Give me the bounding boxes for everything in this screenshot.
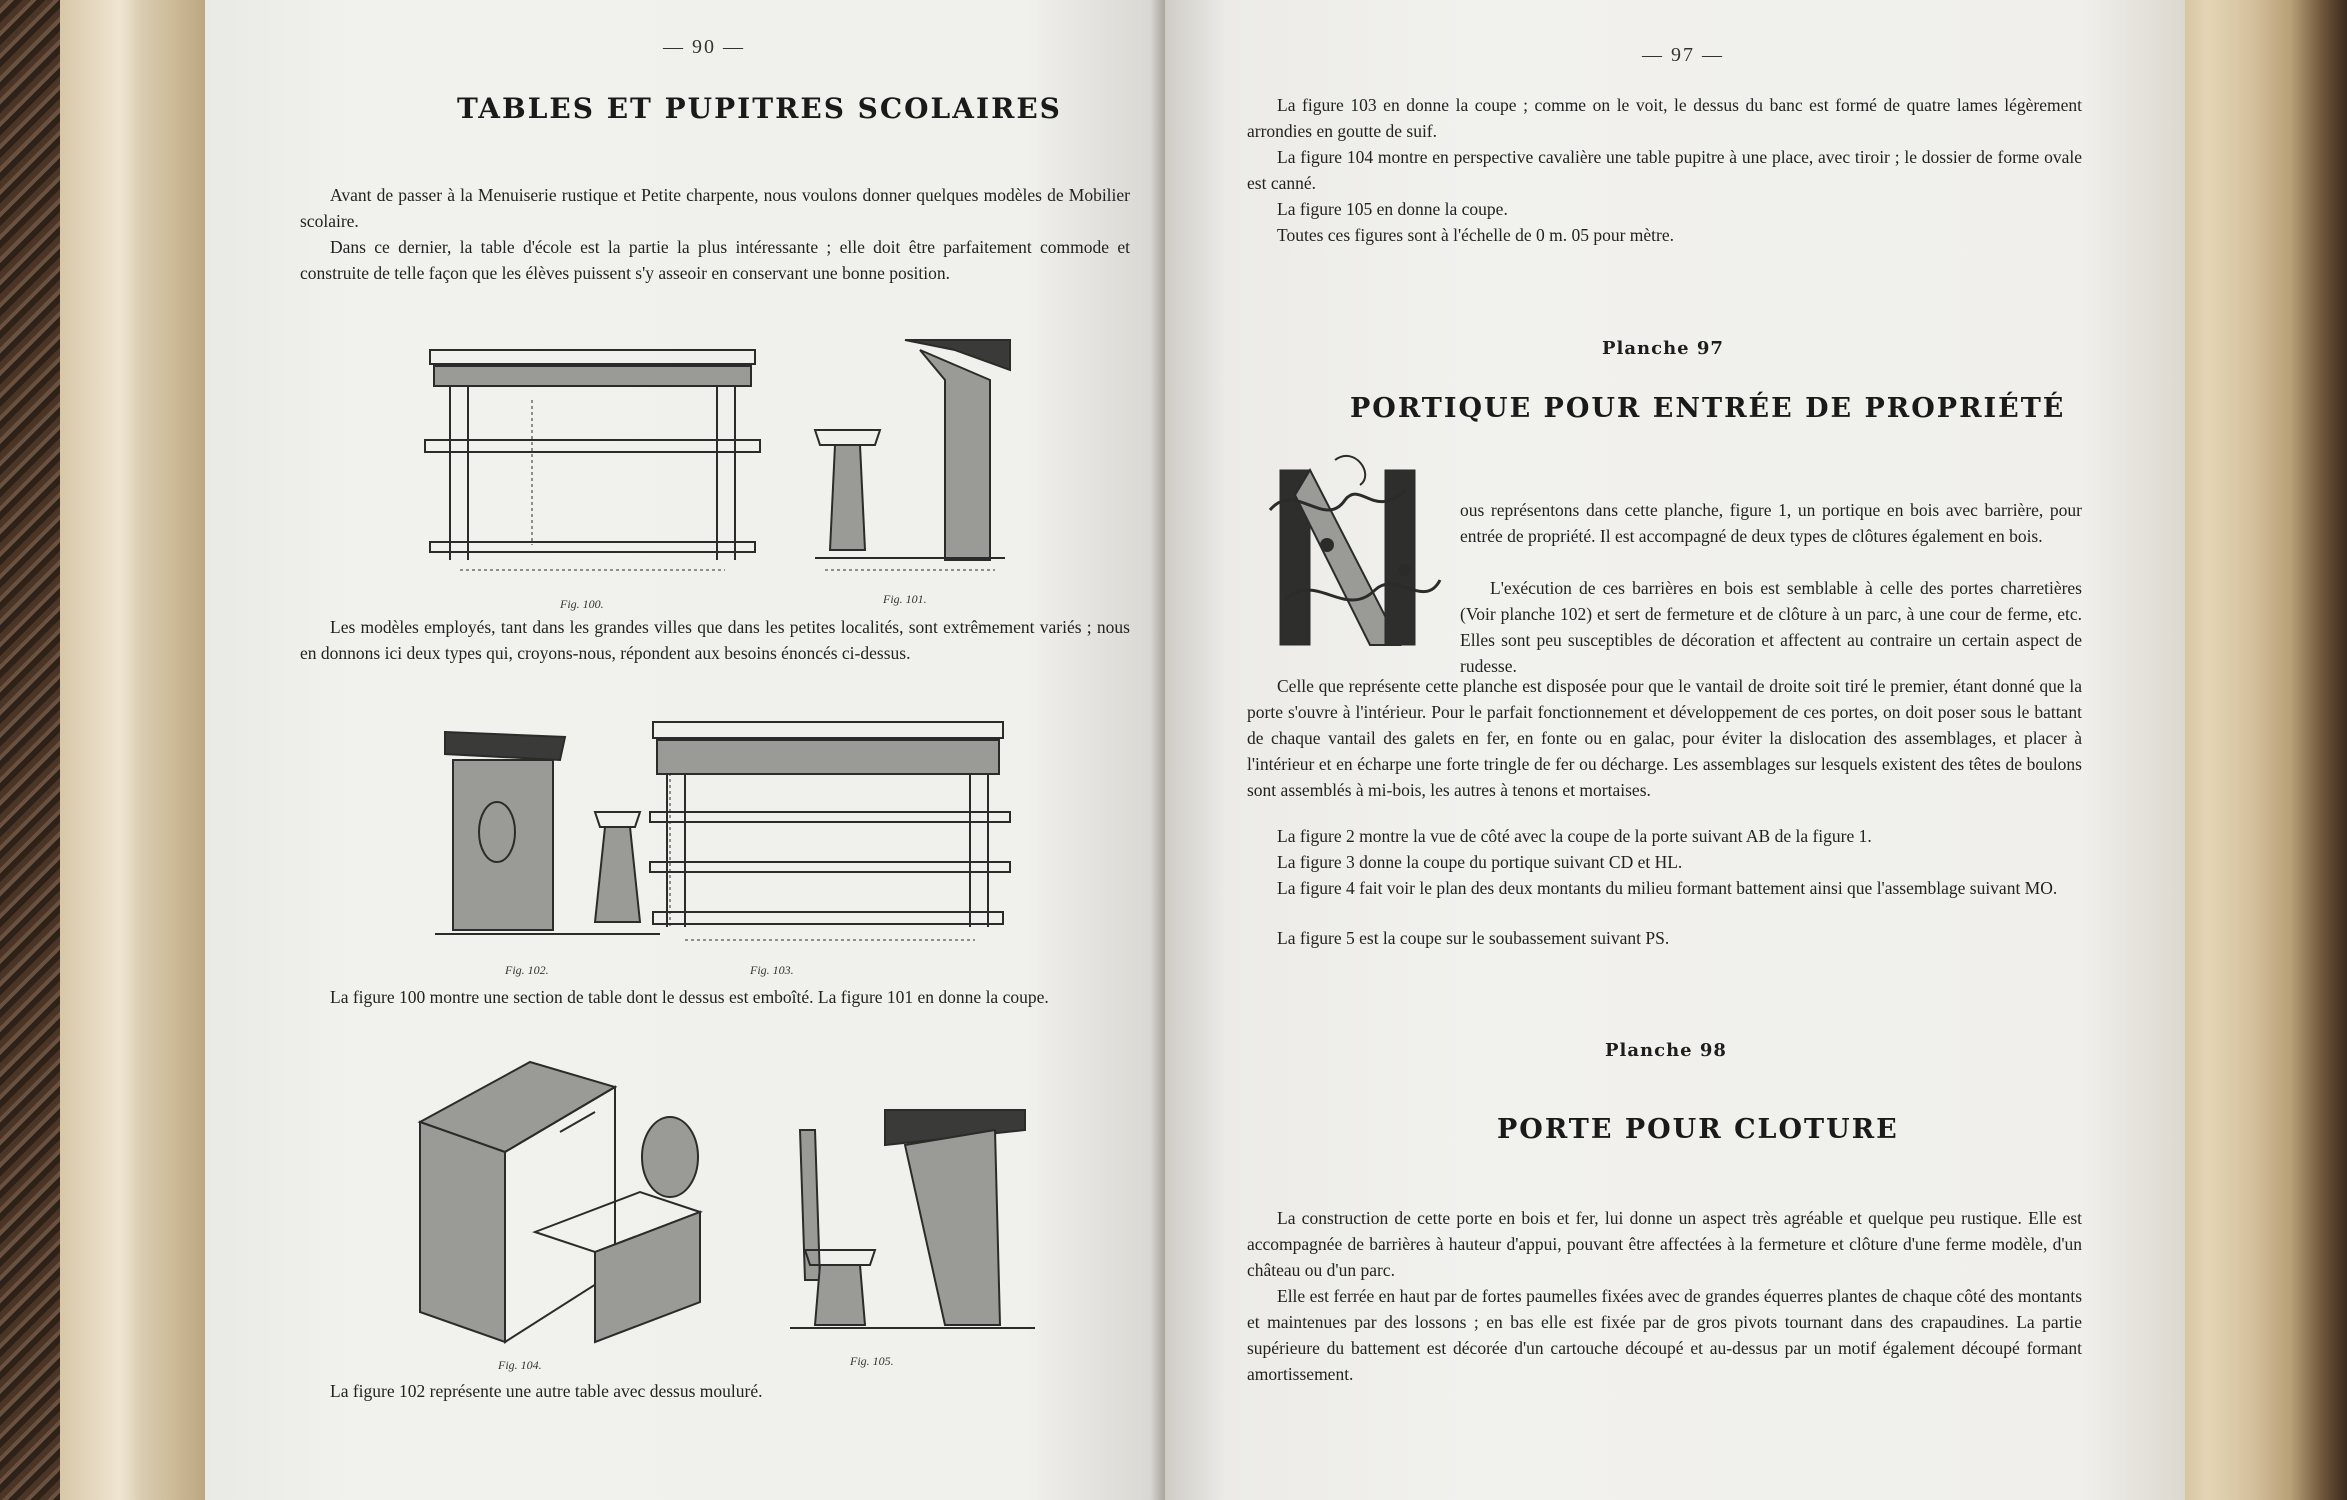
intro-paragraph-2: Dans ce dernier, la table d'école est la partie la plus intéressante ; elle doit être parfaitement commode et construite de telle façon que les élèves puissent s'y asseoir en conservant une bonne position. [300, 237, 1130, 283]
fig-102-caption: Fig. 102. [505, 963, 549, 977]
planche-98-title: PORTE POUR CLOTURE [1497, 1114, 1899, 1145]
fig-101-section [805, 320, 1030, 580]
page-number: — 90 — [663, 36, 745, 58]
top-paragraph-2: La figure 104 montre en perspective cavalière une table pupitre à une place, avec tiroir ; le dossier de forme ovale est canné. [1247, 147, 2082, 193]
page-edges-left [60, 0, 210, 1500]
planche-97-paragraph-7: La figure 5 est la coupe sur le soubassement suivant PS. [1277, 928, 1670, 948]
fig-105-section [785, 1100, 1040, 1340]
page-number: — 97 — [1642, 44, 1724, 66]
page-edges-right [2160, 0, 2347, 1500]
fig-100-paragraph: La figure 100 montre une section de table dont le dessus est emboîté. La figure 101 en donne la coupe. [330, 987, 1049, 1007]
fig-100-table-elevation [420, 330, 765, 585]
planche-97-paragraph-5: La figure 3 donne la coupe du portique suivant CD et HL. [1277, 852, 1683, 872]
fig-104-caption: Fig. 104. [498, 1358, 542, 1372]
intro-paragraph-1: Avant de passer à la Menuiserie rustique et Petite charpente, nous voulons donner quelques modèles de Mobilier scolaire. [300, 185, 1130, 231]
top-paragraph-3: La figure 105 en donne la coupe. [1277, 199, 1508, 219]
planche-98-label: Planche 98 [1605, 1040, 1727, 1061]
planche-97-paragraph-6: La figure 4 fait voir le plan des deux montants du milieu formant battement ainsi que l'assemblage suivant MO. [1277, 878, 2058, 898]
planche-98-paragraph-2: Elle est ferrée en haut par de fortes paumelles fixées avec de grandes équerres plantes de chaque côté des montants et maintenues par des lossons ; en bas elle est fixée par de gros pivots tournant dans des crapaudines. La partie supérieure du battement est décorée d'un cartouche découpé et au-dessus par un motif également découpé formant amortissement. [1247, 1286, 2082, 1384]
fig-103-desk-elevation [645, 712, 1015, 947]
planche-97-paragraph-4: La figure 2 montre la vue de côté avec la coupe de la porte suivant AB de la figure 1. [1277, 826, 1872, 846]
planche-97-paragraph-3: Celle que représente cette planche est disposée pour que le vantail de droite soit tiré le premier, étant donné que la porte s'ouvre à l'intérieur. Pour le parfait fonctionnement et développement de ces portes, on doit poser sous le battant de chaque vantail des galets en fer, en fonte ou en galac, pour éviter la dislocation des assemblages, et placer à l'intérieur et en écharpe une forte tringle de fer ou décharge. Les assemblages sur lesquels existent des têtes de boulons sont assemblés à mi-bois, les autres à tenons et mortaises. [1247, 676, 2082, 800]
fig-103-caption: Fig. 103. [750, 963, 794, 977]
planche-98-paragraph-1: La construction de cette porte en bois et fer, lui donne un aspect très agréable et quelque peu rustique. Elle est accompagnée de barrières à hauteur d'appui, pouvant être affectées à la fermeture et clôture d'une ferme modèle, d'un château ou d'un parc. [1247, 1208, 2082, 1280]
fig-104-perspective-desk [410, 1052, 720, 1352]
page-title: TABLES ET PUPITRES SCOLAIRES [457, 92, 1062, 125]
planche-97-paragraph-2: L'exécution de ces barrières en bois est semblable à celle des portes charretières (Voir planche 102) et sert de fermeture et de clôture à un parc, à une cour de ferme, etc. Elles sont peu susceptibles de décoration et affectent au contraire un certain aspect de rudesse. [1460, 578, 2082, 676]
planche-97-label: Planche 97 [1602, 338, 1724, 359]
fig-100-caption: Fig. 100. [560, 597, 604, 611]
fig-105-caption: Fig. 105. [850, 1354, 894, 1368]
top-paragraph-4: Toutes ces figures sont à l'échelle de 0 m. 05 pour mètre. [1277, 225, 1675, 245]
top-paragraph-1: La figure 103 en donne la coupe ; comme on le voit, le dessus du banc est formé de quatre lames légèrement arrondies en goutte de suif. [1247, 95, 2082, 141]
book-cover-left [0, 0, 60, 1500]
decorative-drop-cap-n [1265, 450, 1450, 660]
planche-97-paragraph-1: ous représentons dans cette planche, figure 1, un portique en bois avec barrière, pour entrée de propriété. Il est accompagné de deux types de clôtures également en bois. [1460, 500, 2082, 546]
left-page [205, 0, 1170, 1500]
right-page [1165, 0, 2185, 1500]
models-paragraph: Les modèles employés, tant dans les grandes villes que dans les petites localités, sont extrêmement variés ; nous en donnons ici deux types qui, croyons-nous, répondent aux besoins énoncés ci-dessus. [300, 617, 1130, 663]
fig-102-paragraph: La figure 102 représente une autre table avec dessus mouluré. [330, 1381, 763, 1401]
fig-101-caption: Fig. 101. [883, 592, 927, 606]
planche-97-title: PORTIQUE POUR ENTRÉE DE PROPRIÉTÉ [1350, 393, 2066, 424]
